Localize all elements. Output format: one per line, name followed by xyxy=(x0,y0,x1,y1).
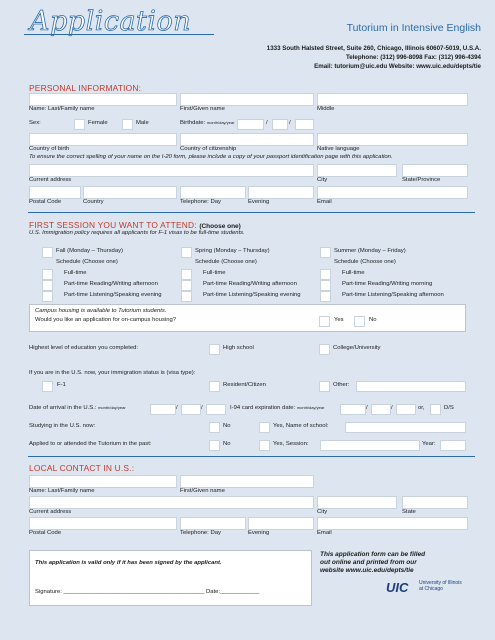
postal-code-field[interactable] xyxy=(29,186,81,199)
uic-logo: UIC xyxy=(386,580,409,595)
schedule-option-checkbox[interactable] xyxy=(320,269,331,280)
date-slash: / xyxy=(266,120,268,126)
local-last-name-label: Name: Last/Family name xyxy=(29,488,95,494)
other-visa-field[interactable] xyxy=(356,381,466,392)
first-name-label: First/Given name xyxy=(180,106,225,112)
local-tel-day-field[interactable] xyxy=(180,517,246,530)
applied-yes-checkbox[interactable] xyxy=(259,440,270,451)
local-postal-field[interactable] xyxy=(29,517,177,530)
session-term-label: Fall (Monday – Thursday) xyxy=(56,248,124,254)
phone-line: Telephone: (312) 996-8098 Fax: (312) 996-4394 xyxy=(345,54,481,61)
email-field[interactable] xyxy=(317,186,468,199)
date-slash: / xyxy=(366,405,368,411)
i94-day-field[interactable] xyxy=(371,404,391,415)
arrival-label: Date of arrival in the U.S.: month/day/year xyxy=(29,405,126,411)
local-first-name-label: First/Given name xyxy=(180,488,225,494)
schedule-label: Schedule (Choose one) xyxy=(334,259,396,265)
local-tel-evening-field[interactable] xyxy=(248,517,314,530)
schedule-option-label: Full-time xyxy=(203,270,226,276)
studying-yes-label: Yes, Name of school: xyxy=(273,423,329,429)
housing-line1: Campus housing is available to Tutorium students. xyxy=(35,308,167,314)
session-term-label: Spring (Monday – Thursday) xyxy=(195,248,270,254)
birthdate-label: Birthdate: month/day/year xyxy=(180,120,235,126)
schedule-option-checkbox[interactable] xyxy=(42,269,53,280)
date-slash: / xyxy=(201,405,203,411)
state-province-label: State/Province xyxy=(402,177,441,183)
schedule-option-checkbox[interactable] xyxy=(320,280,331,291)
i94-label: I-94 card expiration date: month/day/year xyxy=(230,405,325,411)
birth-year-field[interactable] xyxy=(295,119,314,130)
page-title: Application xyxy=(30,6,192,37)
immigration-label: If you are in the U.S. now, your immigration status is (visa type): xyxy=(29,370,196,376)
middle-name-label: Middle xyxy=(317,106,335,112)
middle-name-field[interactable] xyxy=(317,93,468,106)
schedule-option-label: Part-time Listening/Speaking evening xyxy=(203,292,301,298)
arrival-year-field[interactable] xyxy=(206,404,226,415)
schedule-option-checkbox[interactable] xyxy=(181,291,192,302)
schedule-label: Schedule (Choose one) xyxy=(195,259,257,265)
country-citizenship-label: Country of citizenship xyxy=(180,146,237,152)
applied-no-label: No xyxy=(223,441,231,447)
session-term-label: Summer (Monday – Friday) xyxy=(334,248,406,254)
city-label: City xyxy=(317,177,328,183)
local-address-field[interactable] xyxy=(29,496,314,509)
schedule-label: Schedule (Choose one) xyxy=(56,259,118,265)
local-heading: LOCAL CONTACT IN U.S.: xyxy=(29,463,135,473)
last-name-label: Name: Last/Family name xyxy=(29,106,95,112)
or-label: or, xyxy=(418,405,425,411)
schedule-option-label: Full-time xyxy=(342,270,365,276)
session-term-checkbox[interactable] xyxy=(42,247,53,258)
telephone-evening-label: Evening xyxy=(248,199,270,205)
email-line: Email: tutorium@uic.edu Website: www.uic.edu/depts/tie xyxy=(314,63,481,70)
uic-logo-subtitle: University of Illinois at Chicago xyxy=(419,580,462,592)
housing-no-checkbox[interactable] xyxy=(354,316,365,327)
telephone-day-label: Telephone: Day xyxy=(180,199,221,205)
date-slash: / xyxy=(391,405,393,411)
school-name-field[interactable] xyxy=(345,422,466,433)
personal-heading: PERSONAL INFORMATION: xyxy=(29,83,142,93)
f1-label: F-1 xyxy=(57,382,66,388)
high-school-label: High school xyxy=(223,345,254,351)
online-promo: This application form can be filled out online and printed from our website www.uic.edu/depts/tie xyxy=(320,551,426,575)
college-label: College/University xyxy=(333,345,381,351)
country-field[interactable] xyxy=(83,186,177,199)
sex-label: Sex: xyxy=(29,120,41,126)
resident-checkbox[interactable] xyxy=(209,381,220,392)
local-email-field[interactable] xyxy=(317,517,468,530)
housing-yes-checkbox[interactable] xyxy=(319,316,330,327)
ds-checkbox[interactable] xyxy=(430,404,441,415)
arrival-month-field[interactable] xyxy=(150,404,176,415)
current-address-label: Current address xyxy=(29,177,72,183)
session-term-checkbox[interactable] xyxy=(320,247,331,258)
applied-label: Applied to or attended the Tutorium in the past: xyxy=(29,441,152,447)
native-language-field[interactable] xyxy=(317,133,468,146)
schedule-option-checkbox[interactable] xyxy=(42,291,53,302)
local-tel-evening-label: Evening xyxy=(248,530,270,536)
local-first-name-field[interactable] xyxy=(180,475,314,488)
section-divider xyxy=(28,456,475,457)
native-language-label: Native language xyxy=(317,146,360,152)
passport-note: To ensure the correct spelling of your name on the I-20 form, please include a copy of your passport identification page with this application. xyxy=(29,154,393,160)
resident-label: Resident/Citizen xyxy=(223,382,266,388)
male-label: Male xyxy=(136,120,149,126)
applied-yes-label: Yes, Session: xyxy=(273,441,309,447)
schedule-option-checkbox[interactable] xyxy=(181,269,192,280)
local-tel-day-label: Telephone: Day xyxy=(180,530,221,536)
schedule-option-checkbox[interactable] xyxy=(181,280,192,291)
city-field[interactable] xyxy=(317,164,397,177)
year-label: Year: xyxy=(422,441,436,447)
session-note: U.S. Immigration policy requires all applicants for F-1 visas to be full-time students. xyxy=(29,230,245,236)
local-address-label: Current address xyxy=(29,509,72,515)
program-name: Tutorium in Intensive English xyxy=(346,22,481,34)
session-field[interactable] xyxy=(320,440,420,451)
local-last-name-field[interactable] xyxy=(29,475,177,488)
section-divider xyxy=(28,212,475,213)
schedule-option-checkbox[interactable] xyxy=(42,280,53,291)
schedule-option-label: Part-time Reading/Writing afternoon xyxy=(203,281,297,287)
local-postal-label: Postal Code xyxy=(29,530,62,536)
studying-no-checkbox[interactable] xyxy=(209,422,220,433)
birth-day-field[interactable] xyxy=(272,119,288,130)
current-address-field[interactable] xyxy=(29,164,314,177)
email-label: Email xyxy=(317,199,332,205)
address-line: 1333 South Halsted Street, Suite 260, Chicago, Illinois 60607-5019, U.S.A. xyxy=(266,45,481,52)
schedule-option-label: Part-time Reading/Writing morning xyxy=(342,281,433,287)
title-underline xyxy=(24,34,214,35)
country-birth-field[interactable] xyxy=(29,133,177,146)
telephone-evening-field[interactable] xyxy=(248,186,314,199)
studying-no-label: No xyxy=(223,423,231,429)
housing-no-label: No xyxy=(369,317,377,323)
country-citizenship-field[interactable] xyxy=(180,133,314,146)
signature-line[interactable]: Signature: ___________________________________________ Date:____________ xyxy=(35,589,260,595)
female-checkbox[interactable] xyxy=(74,119,85,130)
local-email-label: Email xyxy=(317,530,332,536)
telephone-day-field[interactable] xyxy=(180,186,246,199)
year-field[interactable] xyxy=(440,440,466,451)
high-school-checkbox[interactable] xyxy=(209,344,220,355)
i94-month-field[interactable] xyxy=(340,404,366,415)
local-city-label: City xyxy=(317,509,328,515)
college-checkbox[interactable] xyxy=(319,344,330,355)
housing-yes-label: Yes xyxy=(334,317,344,323)
studying-label: Studying in the U.S. now: xyxy=(29,423,96,429)
schedule-option-checkbox[interactable] xyxy=(320,291,331,302)
country-birth-label: Country of birth xyxy=(29,146,70,152)
ds-label: D/S xyxy=(444,405,454,411)
local-state-field[interactable] xyxy=(402,496,468,509)
birth-month-field[interactable] xyxy=(237,119,264,130)
date-slash: / xyxy=(176,405,178,411)
other-label: Other: xyxy=(333,382,350,388)
country-label: Country xyxy=(83,199,104,205)
valid-note: This application is valid only if it has been signed by the applicant. xyxy=(35,560,222,566)
schedule-option-label: Part-time Listening/Speaking afternoon xyxy=(342,292,444,298)
signature-panel xyxy=(29,550,312,606)
last-name-field[interactable] xyxy=(29,93,177,106)
f1-checkbox[interactable] xyxy=(42,381,53,392)
session-term-checkbox[interactable] xyxy=(181,247,192,258)
i94-year-field[interactable] xyxy=(396,404,416,415)
female-label: Female xyxy=(88,120,108,126)
schedule-option-label: Part-time Listening/Speaking evening xyxy=(64,292,162,298)
arrival-day-field[interactable] xyxy=(181,404,201,415)
first-name-field[interactable] xyxy=(180,93,314,106)
applied-no-checkbox[interactable] xyxy=(209,440,220,451)
state-province-field[interactable] xyxy=(402,164,468,177)
session-heading: FIRST SESSION YOU WANT TO ATTEND: (Choose one) xyxy=(29,220,241,230)
housing-line2: Would you like an application for on-campus housing? xyxy=(35,317,177,323)
other-checkbox[interactable] xyxy=(319,381,330,392)
male-checkbox[interactable] xyxy=(122,119,133,130)
date-slash: / xyxy=(289,120,291,126)
postal-code-label: Postal Code xyxy=(29,199,62,205)
local-state-label: State xyxy=(402,509,416,515)
local-city-field[interactable] xyxy=(317,496,397,509)
schedule-option-label: Part-time Reading/Writing afternoon xyxy=(64,281,158,287)
studying-yes-checkbox[interactable] xyxy=(259,422,270,433)
schedule-option-label: Full-time xyxy=(64,270,87,276)
education-label: Highest level of education you completed: xyxy=(29,345,139,351)
